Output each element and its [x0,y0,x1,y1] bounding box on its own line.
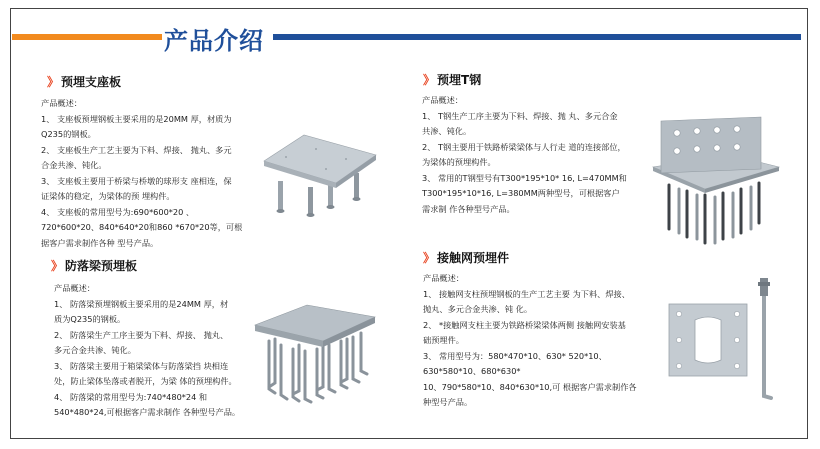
text-line: 1、 防落梁预埋钢板主要采用的是24MM 厚，材 [54,298,229,309]
chevron-right-icon: 》 [51,259,62,273]
chevron-right-icon: 》 [423,251,434,265]
text-line: 合金共渗、钝化。 [41,160,107,170]
header-accent-bar-blue [273,34,801,40]
text-line: 据客户需求制作各种 型号产品。 [41,237,159,248]
header-accent-bar-orange [12,34,162,40]
text-line: 3、 支座板主要用于桥梁与桥墩的球形支 座相连，保 [41,175,232,186]
section-body-support-plate [41,96,261,251]
page-title: 产品介绍 [164,27,264,55]
text-line: 2、 T钢主要用于铁路桥梁梁体与人行走 道的连接部位， [422,141,626,152]
text-line: 540*480*24,可根据客户需求制作 各种型号产品。 [54,407,241,417]
section-body-t-steel [422,93,642,217]
text-line: 础预埋件。 [423,335,464,345]
text-line: 需求制 作各种型号产品。 [422,203,515,214]
section-body-anti-fall-plate [54,281,254,421]
page-frame [10,8,808,439]
text-line: Q235的钢板。 [41,129,96,139]
text-line: 为梁体的预埋构件。 [422,157,496,167]
anti-fall-plate-image [249,301,379,406]
text-line: 3、 常用的T钢型号有T300*195*10* 16, L=470MM和 [422,172,627,183]
text-line: 产品概述： [423,273,464,283]
section-heading-t-steel: 》 预埋T钢 [423,73,482,87]
section-heading-anti-fall-plate: 》 防落梁预埋板 [51,259,138,273]
text-line: 2、 支座板生产工艺主要为下料、焊接、 抛丸、多元 [41,144,232,155]
text-line: 抛丸、多元合金共渗、钝 化。 [423,304,533,314]
support-plate-image [256,129,381,219]
chevron-right-icon: 》 [47,75,58,89]
section-body-catenary-embed [423,271,653,411]
text-line: 处，防止梁体坠落或者脱开，为梁 体的预埋构件。 [54,376,237,386]
text-line: 2、 *接触网支柱主要为铁路桥梁梁体两侧 接触网安装基 [423,319,626,330]
section-heading-support-plate: 》 预埋支座板 [47,75,122,89]
text-line: 4、 支座板的常用型号为:690*600*20 、 [41,206,195,217]
catenary-embed-image [659,274,789,404]
text-line: 10、790*580*10、840*630*10,可 根据客户需求制作各 [423,381,637,392]
text-line: 720*600*20、840*640*20和860 *670*20等，可根 [41,222,243,232]
text-line: 多元合金共渗、钝化。 [54,345,136,355]
text-line: 630*580*10、680*630* [423,366,521,376]
text-line: 4、 防落梁的常用型号为:740*480*24 和 [54,391,208,402]
text-line: 3、 常用型号为：580*470*10、630* 520*10、 [423,350,607,361]
text-line: 3、 防落梁主要用于箱梁梁体与防落梁挡 块相连 [54,360,229,371]
text-line: 共渗、钝化。 [422,126,472,136]
text-line: T300*195*10*16, L=380MM两种型号，可根据客户 [422,188,620,198]
text-line: 产品概述： [422,95,463,105]
text-line: 1、 支座板预埋钢板主要采用的是20MM 厚，材质为 [41,113,232,124]
text-line: 1、 接触网支柱预埋钢板的生产工艺主要 为下料、焊接、 [423,288,630,299]
t-steel-image [639,111,789,256]
text-line: 2、 防落梁生产工序主要为下料、焊接、 抛丸、 [54,329,229,340]
text-line: 质为Q235的钢板。 [54,314,126,324]
text-line: 种型号产品。 [423,397,473,407]
text-line: 1、 T钢生产工序主要为下料、焊接、抛 丸、多元合金 [422,110,618,121]
text-line: 产品概述： [41,98,82,108]
text-line: 产品概述： [54,283,95,293]
chevron-right-icon: 》 [423,73,434,87]
section-heading-catenary-embed: 》 接触网预埋件 [423,251,510,265]
text-line: 证梁体的稳定，为梁体的预 埋构件。 [41,191,175,201]
